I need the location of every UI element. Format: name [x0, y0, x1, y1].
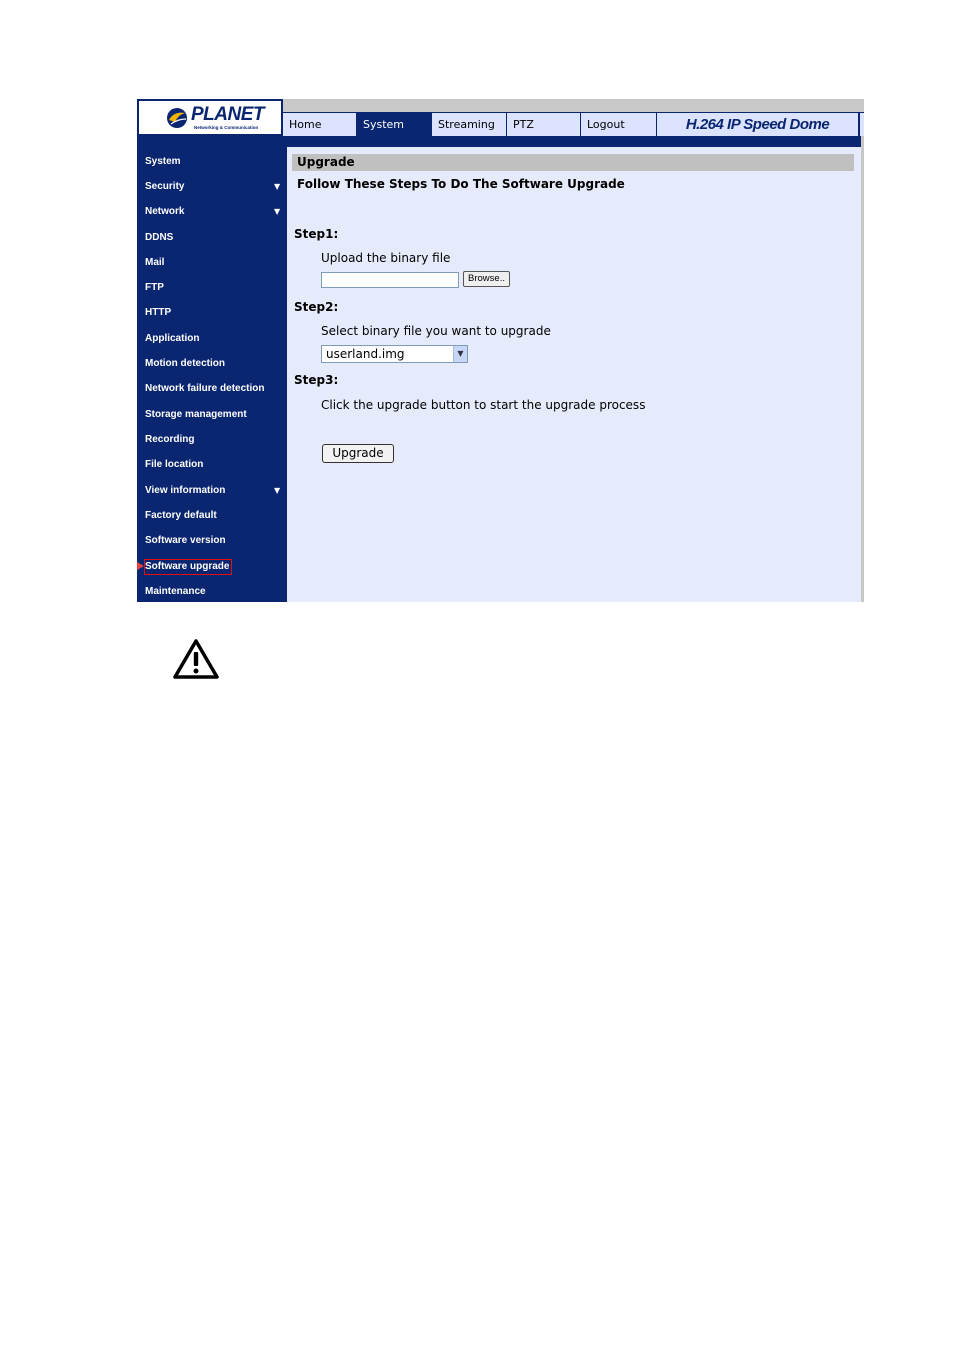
sidebar-item-ddns[interactable]: DDNS	[145, 232, 174, 243]
step2-label: Step2:	[294, 300, 339, 314]
logo-tagline: Networking & Communication	[194, 125, 259, 130]
sidebar-item-storage-management[interactable]: Storage management	[145, 409, 247, 420]
right-edge	[861, 136, 864, 602]
select-value: userland.img	[326, 347, 405, 361]
sidebar-item-view-information[interactable]: View information	[145, 485, 226, 496]
tab-system[interactable]: System	[357, 113, 432, 136]
step2-text: Select binary file you want to upgrade	[321, 324, 551, 338]
triangle-down-icon[interactable]: ▼	[274, 486, 281, 495]
sidebar-item-maintenance[interactable]: Maintenance	[145, 586, 206, 597]
sidebar-item-network-failure-detection[interactable]: Network failure detection	[145, 383, 265, 394]
sidebar-item-network[interactable]: Network	[145, 206, 185, 217]
camera-web-ui-screenshot	[137, 99, 864, 602]
sidebar-item-file-location[interactable]: File location	[145, 459, 204, 470]
tab-streaming[interactable]: Streaming	[432, 113, 507, 136]
sidebar-item-factory-default[interactable]: Factory default	[145, 510, 217, 521]
sidebar-item-recording[interactable]: Recording	[145, 434, 195, 445]
step1-label: Step1:	[294, 227, 339, 241]
sidebar-item-application[interactable]: Application	[145, 333, 200, 344]
sidebar-item-system[interactable]: System	[145, 156, 181, 167]
logo-wordmark: PLANET	[191, 104, 264, 125]
sidebar	[137, 147, 287, 602]
file-path-input[interactable]	[321, 272, 459, 288]
sidebar-item-software-upgrade[interactable]: Software upgrade	[145, 561, 230, 572]
sidebar-item-mail[interactable]: Mail	[145, 257, 165, 268]
chevron-down-icon[interactable]: ▼	[453, 346, 467, 362]
main-content	[287, 147, 861, 602]
sidebar-item-motion-detection[interactable]: Motion detection	[145, 358, 225, 369]
sidebar-item-ftp[interactable]: FTP	[145, 282, 164, 293]
top-strip	[283, 99, 864, 112]
intro-text: Follow These Steps To Do The Software Upgrade	[297, 177, 625, 191]
sidebar-item-http[interactable]: HTTP	[145, 307, 172, 318]
tab-logout[interactable]: Logout	[581, 113, 657, 136]
pointer-arrow-icon	[137, 562, 144, 570]
planet-logo	[137, 99, 283, 136]
browse-button[interactable]: Browse..	[463, 271, 510, 287]
top-nav	[283, 112, 864, 136]
binary-file-select[interactable]	[321, 345, 468, 363]
warning-triangle-icon	[172, 637, 220, 681]
tab-home[interactable]: Home	[283, 113, 357, 136]
triangle-down-icon[interactable]: ▼	[274, 182, 281, 191]
tab-ptz[interactable]: PTZ	[507, 113, 581, 136]
planet-globe-icon	[166, 107, 188, 129]
sidebar-item-software-version[interactable]: Software version	[145, 535, 226, 546]
sidebar-item-security[interactable]: Security	[145, 181, 185, 192]
step3-text: Click the upgrade button to start the upgrade process	[321, 398, 646, 412]
section-title: Upgrade	[292, 154, 854, 171]
step3-label: Step3:	[294, 373, 339, 387]
upgrade-button[interactable]: Upgrade	[322, 444, 394, 463]
triangle-down-icon[interactable]: ▼	[274, 207, 281, 216]
product-name: H.264 IP Speed Dome	[657, 113, 860, 136]
header-bar	[137, 136, 861, 147]
step1-text: Upload the binary file	[321, 251, 451, 265]
